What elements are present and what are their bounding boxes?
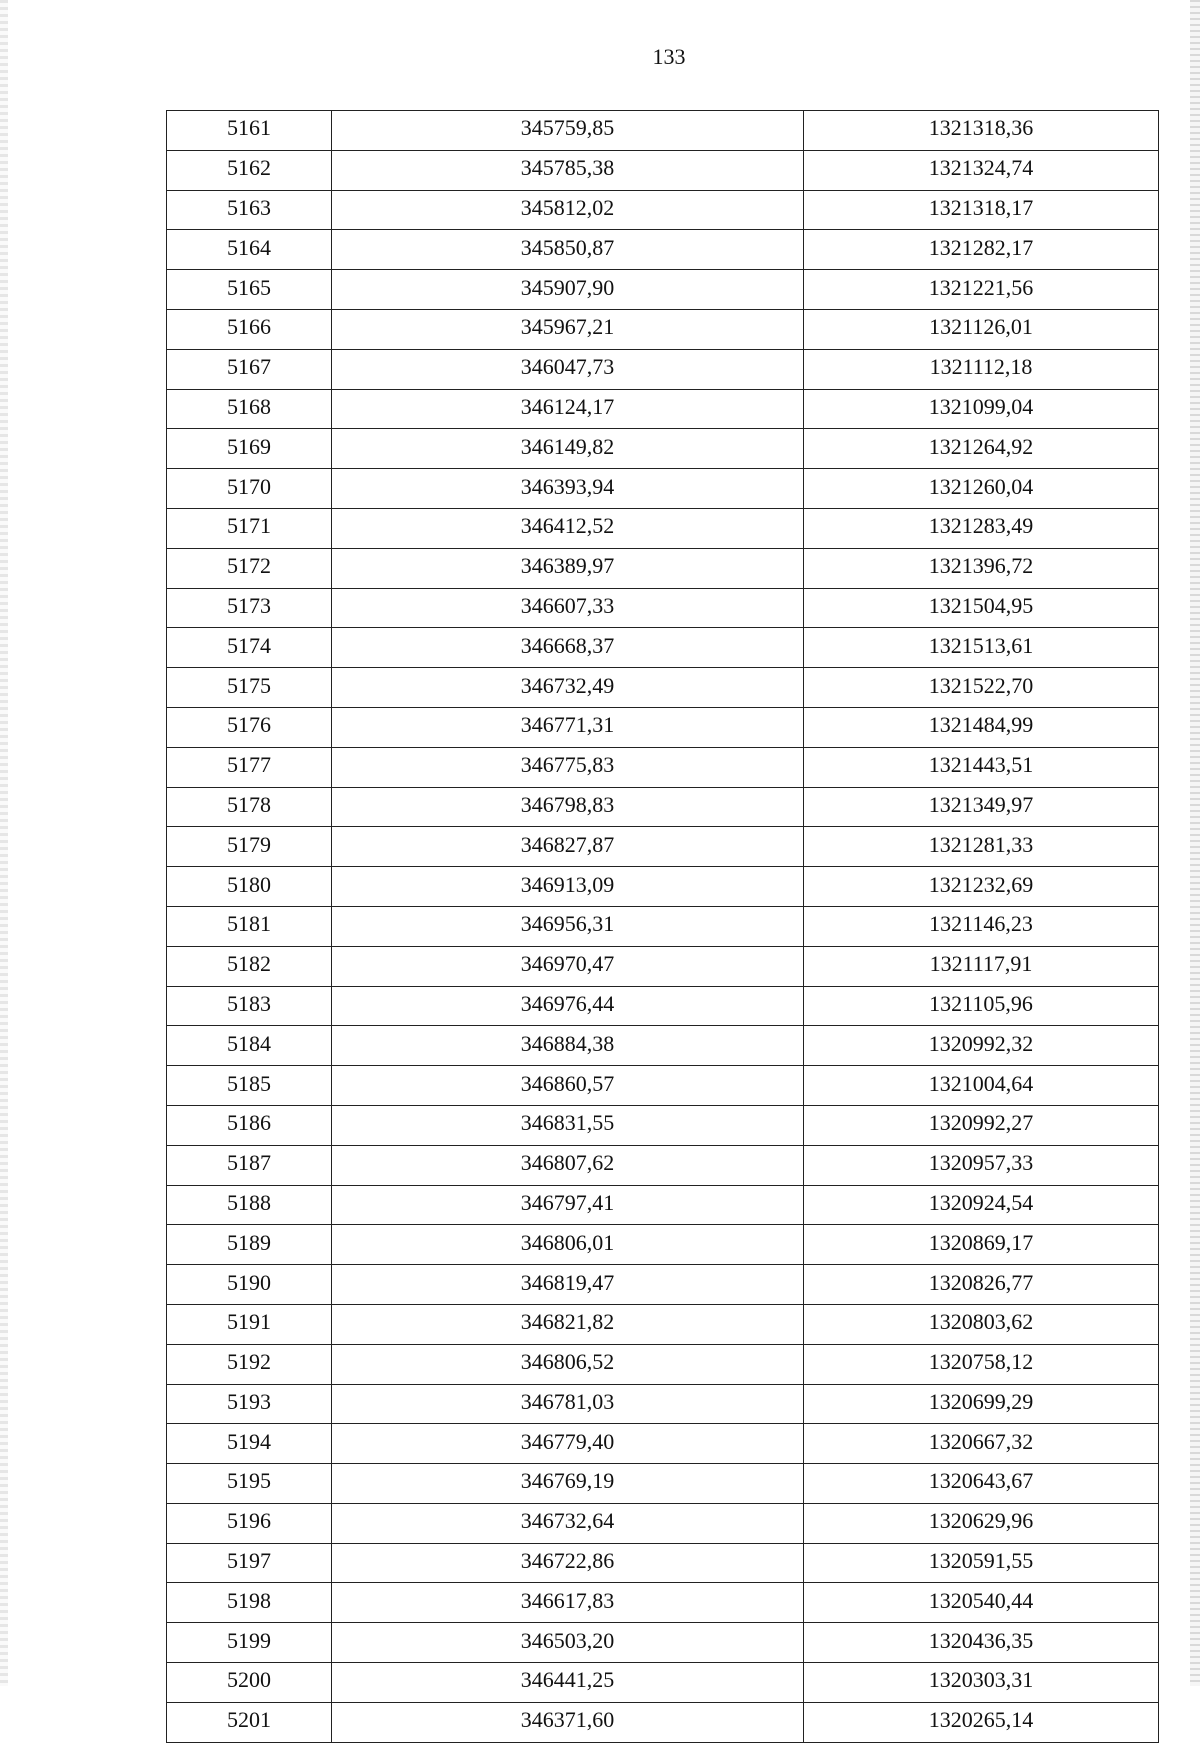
- x-coordinate-cell: 346781,03: [332, 1384, 804, 1424]
- y-coordinate-cell: 1320992,32: [804, 1026, 1159, 1066]
- y-coordinate-cell: 1321232,69: [804, 867, 1159, 907]
- point-number-cell: 5177: [167, 747, 332, 787]
- point-number-cell: 5167: [167, 349, 332, 389]
- scan-edge-left: [0, 0, 8, 1686]
- point-number-cell: 5191: [167, 1304, 332, 1344]
- point-number-cell: 5184: [167, 1026, 332, 1066]
- table-row: [167, 628, 1159, 668]
- point-number-cell: 5181: [167, 906, 332, 946]
- point-number-cell: 5199: [167, 1623, 332, 1663]
- x-coordinate-cell: 346732,64: [332, 1503, 804, 1543]
- table-row: [167, 946, 1159, 986]
- x-coordinate-cell: 346668,37: [332, 628, 804, 668]
- x-coordinate-cell: 346771,31: [332, 707, 804, 747]
- point-number-cell: 5176: [167, 707, 332, 747]
- x-coordinate-cell: 346821,82: [332, 1304, 804, 1344]
- table-row: [167, 707, 1159, 747]
- x-coordinate-cell: 345907,90: [332, 270, 804, 310]
- x-coordinate-cell: 346976,44: [332, 986, 804, 1026]
- x-coordinate-cell: 346149,82: [332, 429, 804, 469]
- y-coordinate-cell: 1321117,91: [804, 946, 1159, 986]
- y-coordinate-cell: 1321283,49: [804, 508, 1159, 548]
- x-coordinate-cell: 346722,86: [332, 1543, 804, 1583]
- y-coordinate-cell: 1320265,14: [804, 1702, 1159, 1742]
- y-coordinate-cell: 1321318,36: [804, 111, 1159, 151]
- y-coordinate-cell: 1320699,29: [804, 1384, 1159, 1424]
- x-coordinate-cell: 346970,47: [332, 946, 804, 986]
- point-number-cell: 5170: [167, 469, 332, 509]
- table-row: [167, 469, 1159, 509]
- y-coordinate-cell: 1321282,17: [804, 230, 1159, 270]
- table-row: [167, 1185, 1159, 1225]
- y-coordinate-cell: 1321484,99: [804, 707, 1159, 747]
- x-coordinate-cell: 346441,25: [332, 1663, 804, 1703]
- table-row: [167, 1344, 1159, 1384]
- table-row: [167, 1583, 1159, 1623]
- x-coordinate-cell: 346775,83: [332, 747, 804, 787]
- table-row: [167, 190, 1159, 230]
- table-row: [167, 508, 1159, 548]
- table-row: [167, 1623, 1159, 1663]
- x-coordinate-cell: 346884,38: [332, 1026, 804, 1066]
- x-coordinate-cell: 346371,60: [332, 1702, 804, 1742]
- point-number-cell: 5195: [167, 1464, 332, 1504]
- x-coordinate-cell: 346831,55: [332, 1105, 804, 1145]
- point-number-cell: 5178: [167, 787, 332, 827]
- point-number-cell: 5169: [167, 429, 332, 469]
- y-coordinate-cell: 1320957,33: [804, 1145, 1159, 1185]
- point-number-cell: 5179: [167, 827, 332, 867]
- point-number-cell: 5189: [167, 1225, 332, 1265]
- y-coordinate-cell: 1321099,04: [804, 389, 1159, 429]
- y-coordinate-cell: 1321281,33: [804, 827, 1159, 867]
- point-number-cell: 5182: [167, 946, 332, 986]
- x-coordinate-cell: 345785,38: [332, 150, 804, 190]
- table-row: [167, 150, 1159, 190]
- table-row: [167, 1503, 1159, 1543]
- y-coordinate-cell: 1321105,96: [804, 986, 1159, 1026]
- table-row: [167, 588, 1159, 628]
- point-number-cell: 5192: [167, 1344, 332, 1384]
- table-row: [167, 230, 1159, 270]
- point-number-cell: 5175: [167, 668, 332, 708]
- y-coordinate-cell: 1321221,56: [804, 270, 1159, 310]
- y-coordinate-cell: 1321443,51: [804, 747, 1159, 787]
- table-row: [167, 111, 1159, 151]
- y-coordinate-cell: 1320803,62: [804, 1304, 1159, 1344]
- table-row: [167, 349, 1159, 389]
- y-coordinate-cell: 1320629,96: [804, 1503, 1159, 1543]
- x-coordinate-cell: 345812,02: [332, 190, 804, 230]
- table-row: [167, 1304, 1159, 1344]
- x-coordinate-cell: 346607,33: [332, 588, 804, 628]
- x-coordinate-cell: 346806,01: [332, 1225, 804, 1265]
- x-coordinate-cell: 345967,21: [332, 309, 804, 349]
- y-coordinate-cell: 1321004,64: [804, 1066, 1159, 1106]
- x-coordinate-cell: 346124,17: [332, 389, 804, 429]
- table-row: [167, 1543, 1159, 1583]
- table-row: [167, 270, 1159, 310]
- table-row: [167, 827, 1159, 867]
- y-coordinate-cell: 1321264,92: [804, 429, 1159, 469]
- y-coordinate-cell: 1321146,23: [804, 906, 1159, 946]
- table-row: [167, 1663, 1159, 1703]
- table-row: [167, 1424, 1159, 1464]
- y-coordinate-cell: 1321349,97: [804, 787, 1159, 827]
- x-coordinate-cell: 345759,85: [332, 111, 804, 151]
- table-row: [167, 548, 1159, 588]
- point-number-cell: 5172: [167, 548, 332, 588]
- x-coordinate-cell: 345850,87: [332, 230, 804, 270]
- point-number-cell: 5180: [167, 867, 332, 907]
- x-coordinate-cell: 346913,09: [332, 867, 804, 907]
- x-coordinate-cell: 346807,62: [332, 1145, 804, 1185]
- table-row: [167, 1145, 1159, 1185]
- x-coordinate-cell: 346732,49: [332, 668, 804, 708]
- point-number-cell: 5166: [167, 309, 332, 349]
- table-row: [167, 389, 1159, 429]
- x-coordinate-cell: 346047,73: [332, 349, 804, 389]
- y-coordinate-cell: 1321513,61: [804, 628, 1159, 668]
- point-number-cell: 5188: [167, 1185, 332, 1225]
- y-coordinate-cell: 1321112,18: [804, 349, 1159, 389]
- point-number-cell: 5185: [167, 1066, 332, 1106]
- x-coordinate-cell: 346819,47: [332, 1265, 804, 1305]
- y-coordinate-cell: 1320758,12: [804, 1344, 1159, 1384]
- x-coordinate-cell: 346806,52: [332, 1344, 804, 1384]
- y-coordinate-cell: 1320667,32: [804, 1424, 1159, 1464]
- point-number-cell: 5164: [167, 230, 332, 270]
- x-coordinate-cell: 346503,20: [332, 1623, 804, 1663]
- point-number-cell: 5163: [167, 190, 332, 230]
- table-row: [167, 1464, 1159, 1504]
- point-number-cell: 5168: [167, 389, 332, 429]
- y-coordinate-cell: 1320591,55: [804, 1543, 1159, 1583]
- y-coordinate-cell: 1320436,35: [804, 1623, 1159, 1663]
- y-coordinate-cell: 1321260,04: [804, 469, 1159, 509]
- table-row: [167, 787, 1159, 827]
- table-body: [167, 111, 1159, 1743]
- y-coordinate-cell: 1320992,27: [804, 1105, 1159, 1145]
- point-number-cell: 5173: [167, 588, 332, 628]
- coordinates-table: [166, 110, 1159, 1743]
- point-number-cell: 5161: [167, 111, 332, 151]
- x-coordinate-cell: 346617,83: [332, 1583, 804, 1623]
- x-coordinate-cell: 346769,19: [332, 1464, 804, 1504]
- table-row: [167, 747, 1159, 787]
- point-number-cell: 5194: [167, 1424, 332, 1464]
- x-coordinate-cell: 346797,41: [332, 1185, 804, 1225]
- point-number-cell: 5186: [167, 1105, 332, 1145]
- y-coordinate-cell: 1320826,77: [804, 1265, 1159, 1305]
- table-row: [167, 309, 1159, 349]
- y-coordinate-cell: 1320540,44: [804, 1583, 1159, 1623]
- point-number-cell: 5190: [167, 1265, 332, 1305]
- point-number-cell: 5200: [167, 1663, 332, 1703]
- table-row: [167, 1384, 1159, 1424]
- point-number-cell: 5162: [167, 150, 332, 190]
- y-coordinate-cell: 1321126,01: [804, 309, 1159, 349]
- y-coordinate-cell: 1321522,70: [804, 668, 1159, 708]
- x-coordinate-cell: 346779,40: [332, 1424, 804, 1464]
- y-coordinate-cell: 1321504,95: [804, 588, 1159, 628]
- point-number-cell: 5187: [167, 1145, 332, 1185]
- scan-edge-right: [1190, 0, 1200, 1686]
- point-number-cell: 5171: [167, 508, 332, 548]
- table-row: [167, 906, 1159, 946]
- point-number-cell: 5196: [167, 1503, 332, 1543]
- x-coordinate-cell: 346956,31: [332, 906, 804, 946]
- table-row: [167, 1702, 1159, 1742]
- x-coordinate-cell: 346389,97: [332, 548, 804, 588]
- x-coordinate-cell: 346412,52: [332, 508, 804, 548]
- table-row: [167, 668, 1159, 708]
- y-coordinate-cell: 1321396,72: [804, 548, 1159, 588]
- point-number-cell: 5201: [167, 1702, 332, 1742]
- table-row: [167, 867, 1159, 907]
- table-row: [167, 1105, 1159, 1145]
- y-coordinate-cell: 1320643,67: [804, 1464, 1159, 1504]
- point-number-cell: 5193: [167, 1384, 332, 1424]
- page-number: 133: [652, 44, 686, 69]
- x-coordinate-cell: 346827,87: [332, 827, 804, 867]
- y-coordinate-cell: 1320303,31: [804, 1663, 1159, 1703]
- point-number-cell: 5197: [167, 1543, 332, 1583]
- point-number-cell: 5183: [167, 986, 332, 1026]
- table-row: [167, 1026, 1159, 1066]
- x-coordinate-cell: 346798,83: [332, 787, 804, 827]
- table-row: [167, 1225, 1159, 1265]
- point-number-cell: 5174: [167, 628, 332, 668]
- y-coordinate-cell: 1321318,17: [804, 190, 1159, 230]
- x-coordinate-cell: 346860,57: [332, 1066, 804, 1106]
- x-coordinate-cell: 346393,94: [332, 469, 804, 509]
- table-row: [167, 1265, 1159, 1305]
- table-row: [167, 1066, 1159, 1106]
- point-number-cell: 5198: [167, 1583, 332, 1623]
- y-coordinate-cell: 1320924,54: [804, 1185, 1159, 1225]
- table-row: [167, 986, 1159, 1026]
- table-row: [167, 429, 1159, 469]
- y-coordinate-cell: 1321324,74: [804, 150, 1159, 190]
- point-number-cell: 5165: [167, 270, 332, 310]
- y-coordinate-cell: 1320869,17: [804, 1225, 1159, 1265]
